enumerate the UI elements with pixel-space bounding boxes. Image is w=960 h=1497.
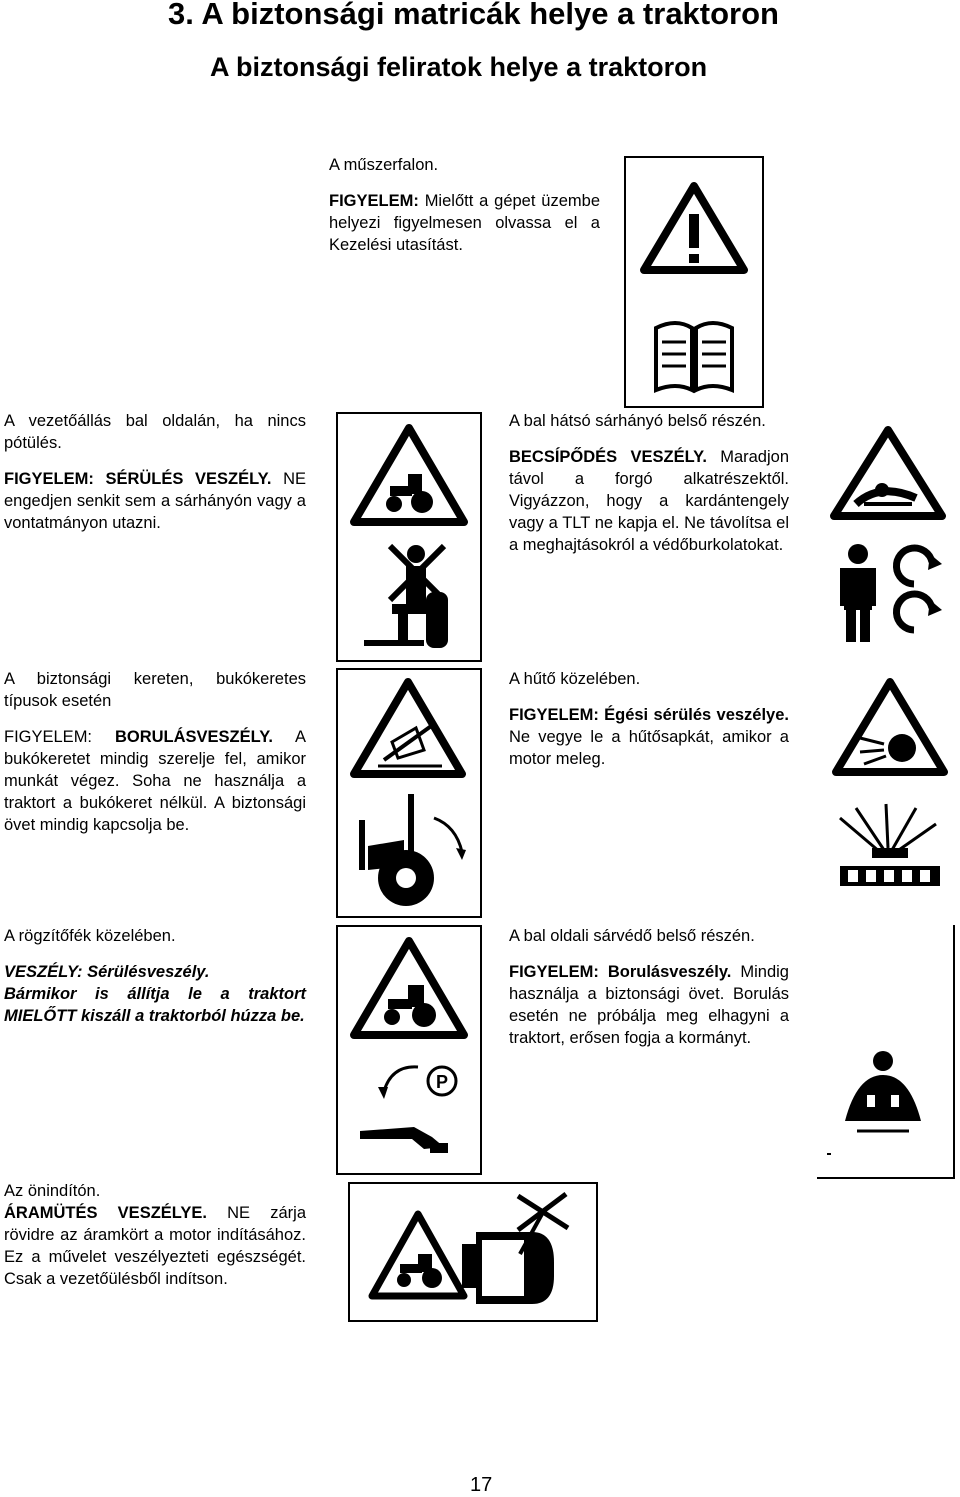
decal-rollbar <box>336 668 482 918</box>
warning-body: Maradjon távol a forgó alkatrészektől. Vigyázzon, hogy a kardántengely vagy a TLT ne kapja el. Ne távolítsa el a meghajtásokról a védőburkolatokat. <box>509 448 790 554</box>
warning-lead: BECSÍPŐDÉS VESZÉLY. <box>509 448 707 466</box>
warning-body: Mielőtt a gépet üzembe helyezi figyelmesen olvassa el a Kezelési utasítást. <box>329 192 600 254</box>
warning-text <box>4 1202 306 1290</box>
section-radiator-text <box>509 668 789 770</box>
location-label: A műszerfalon. <box>329 156 439 174</box>
warning-body: Mindig használja a biztonsági övet. Borulás esetén ne próbálja meg elhagyni a traktort, erősen fogja a kormányt. <box>509 963 789 1047</box>
rollbar-tractor-icon <box>362 794 466 906</box>
page-title: 3. A biztonsági matricák helye a traktoron <box>168 0 779 31</box>
warning-text <box>509 704 789 770</box>
parking-icon <box>378 1067 456 1099</box>
no-passenger-icon <box>364 545 448 648</box>
section-starter-text <box>4 1180 306 1290</box>
warning-body: A bukókeretet mindig szerelje fel, amikor munkát végez. Soha ne használja a traktort a bukókeret nélkül. A biztonsági övet mindig kapcsolja be. <box>4 728 306 834</box>
parking-label: P <box>435 1072 449 1092</box>
location-label: A vezetőállás bal oldalán, ha nincs pótülés. <box>4 412 306 452</box>
warning-lead: ÁRAMÜTÉS VESZÉLYE. <box>4 1204 207 1222</box>
decal-rear-fender <box>820 412 950 652</box>
decal-driver-left <box>336 412 482 662</box>
page-subtitle: A biztonsági feliratok helye a traktoron <box>210 52 708 82</box>
warning-lead-a: FIGYELEM: <box>4 728 93 746</box>
starter-motor-icon <box>462 1232 554 1304</box>
warning-lead: FIGYELEM: Borulásveszély. <box>509 963 732 981</box>
tractor-warning-icon <box>372 1214 464 1296</box>
warning-body: Bármikor is állítja le a traktort MIELŐTT kiszáll a traktorból húzza be. <box>4 985 306 1025</box>
warning-lead: VESZÉLY: Sérülésveszély. <box>4 963 210 981</box>
warning-text <box>4 468 306 534</box>
warning-triangle-icon <box>644 186 744 270</box>
decal-dashboard <box>624 156 764 408</box>
location-label: A hűtő közelében. <box>509 670 641 688</box>
warning-text <box>509 961 789 1049</box>
open-book-icon <box>656 323 732 390</box>
decal-left-fender <box>817 925 955 1179</box>
warning-text <box>329 190 600 256</box>
warning-text <box>4 726 306 836</box>
seatbelt-icon <box>827 1051 921 1155</box>
warning-body: NE engedjen senkit sem a sárhányón vagy a vontatmányon utazni. <box>4 470 307 532</box>
page-number: 17 <box>470 1474 493 1496</box>
location-label: A bal oldali sárvédő belső részén. <box>509 927 755 945</box>
tractor-warning-icon <box>354 428 464 522</box>
entanglement-warning-icon <box>834 430 942 516</box>
rollover-warning-icon <box>354 682 462 774</box>
warning-lead: FIGYELEM: <box>329 192 419 210</box>
warning-body: NE zárja rövidre az áramkört a motor indításához. Ez a művelet veszélyezteti egészségét. Csak a vezetőülésből indítson. <box>4 1204 307 1288</box>
location-label: A biztonsági kereten, bukókeretes típusok esetén <box>4 670 306 710</box>
person-icon <box>840 544 876 642</box>
section-rollbar-text <box>4 668 306 836</box>
section-driver-left-text <box>4 410 306 534</box>
section-parking-brake-text <box>4 925 306 1027</box>
brake-lever-icon <box>360 1127 448 1153</box>
warning-lead-b: BORULÁSVESZÉLY. <box>92 728 273 746</box>
radiator-cap-icon <box>840 804 940 886</box>
section-rear-fender-text <box>509 410 789 556</box>
section-left-fender-text <box>509 925 789 1049</box>
warning-lead: FIGYELEM: SÉRÜLÉS VESZÉLY. <box>4 470 272 488</box>
tractor-warning-icon <box>354 941 464 1035</box>
warning-text <box>509 446 789 556</box>
section-dashboard-text <box>329 154 600 256</box>
location-label: A bal hátsó sárhányó belső részén. <box>509 412 766 430</box>
warning-body: Ne vegye le a hűtősapkát, amikor a motor meleg. <box>509 728 789 768</box>
location-label: A rögzítőfék közelében. <box>4 927 176 945</box>
warning-lead: FIGYELEM: Égési sérülés veszélye. <box>509 706 789 724</box>
decal-parking-brake <box>336 925 482 1175</box>
decal-radiator <box>820 668 950 898</box>
decal-starter <box>348 1182 598 1322</box>
rotating-shaft-icon <box>896 548 942 630</box>
location-label: Az önindítón. <box>4 1182 101 1200</box>
steam-burn-icon <box>836 682 944 772</box>
